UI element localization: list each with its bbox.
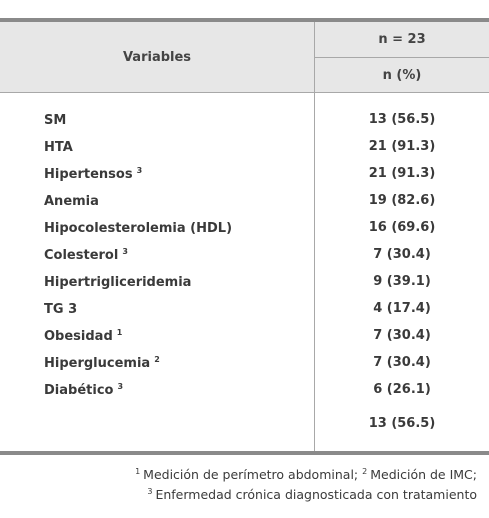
- table-row: [0, 241, 489, 268]
- row-variable: Hipertrigliceridemia: [44, 275, 192, 290]
- row-value: 7 (30.4): [373, 328, 431, 343]
- footnote-line-1: $^1$ Medición de perímetro abdominal; $^2$ Medición de IMC;: [135, 467, 477, 482]
- row-value: 7 (30.4): [373, 247, 431, 262]
- table-row: [0, 322, 489, 349]
- table-row: [0, 160, 489, 187]
- row-variable: Hiperglucemia $^2$: [44, 355, 160, 371]
- table-row: [0, 349, 489, 376]
- table-row: [0, 133, 489, 160]
- row-variable: Diabético $^3$: [44, 382, 124, 398]
- row-variable: SM: [44, 113, 67, 128]
- row-value: 4 (17.4): [373, 301, 431, 316]
- table-row: [0, 376, 489, 403]
- table-row: [0, 295, 489, 322]
- table-row: [0, 106, 489, 133]
- row-value: 9 (39.1): [373, 274, 431, 289]
- row-variable: Obesidad $^1$: [44, 328, 123, 344]
- row-variable: Hipertensos $^3$: [44, 166, 143, 182]
- table-row: [0, 214, 489, 241]
- row-variable: TG 3: [44, 302, 78, 317]
- row-variable: HTA: [44, 140, 73, 155]
- header-variables: Variables: [122, 49, 192, 65]
- row-value: 21 (91.3): [368, 166, 436, 181]
- row-variable: Anemia: [44, 194, 99, 209]
- table-row: [0, 187, 489, 214]
- row-value: 13 (56.5): [368, 112, 436, 127]
- row-value: 7 (30.4): [373, 355, 431, 370]
- footnotes: [135, 463, 477, 503]
- row-value: 19 (82.6): [368, 193, 436, 208]
- header-sample-size: n = 23: [378, 32, 426, 47]
- total-value: 13 (56.5): [368, 416, 436, 431]
- row-variable: Hipocolesterolemia (HDL): [44, 221, 233, 236]
- footnote-line-2: $^3$ Enfermedad crónica diagnosticada con tratamiento: [147, 487, 477, 502]
- row-variable: Colesterol $^3$: [44, 247, 128, 263]
- row-value: 21 (91.3): [368, 139, 436, 154]
- row-value: 16 (69.6): [368, 220, 436, 235]
- table-row: [0, 268, 489, 295]
- bottom-rule: [0, 451, 489, 455]
- row-value: 6 (26.1): [373, 382, 431, 397]
- header-unit: n (%): [382, 67, 422, 83]
- table-body: [0, 106, 489, 403]
